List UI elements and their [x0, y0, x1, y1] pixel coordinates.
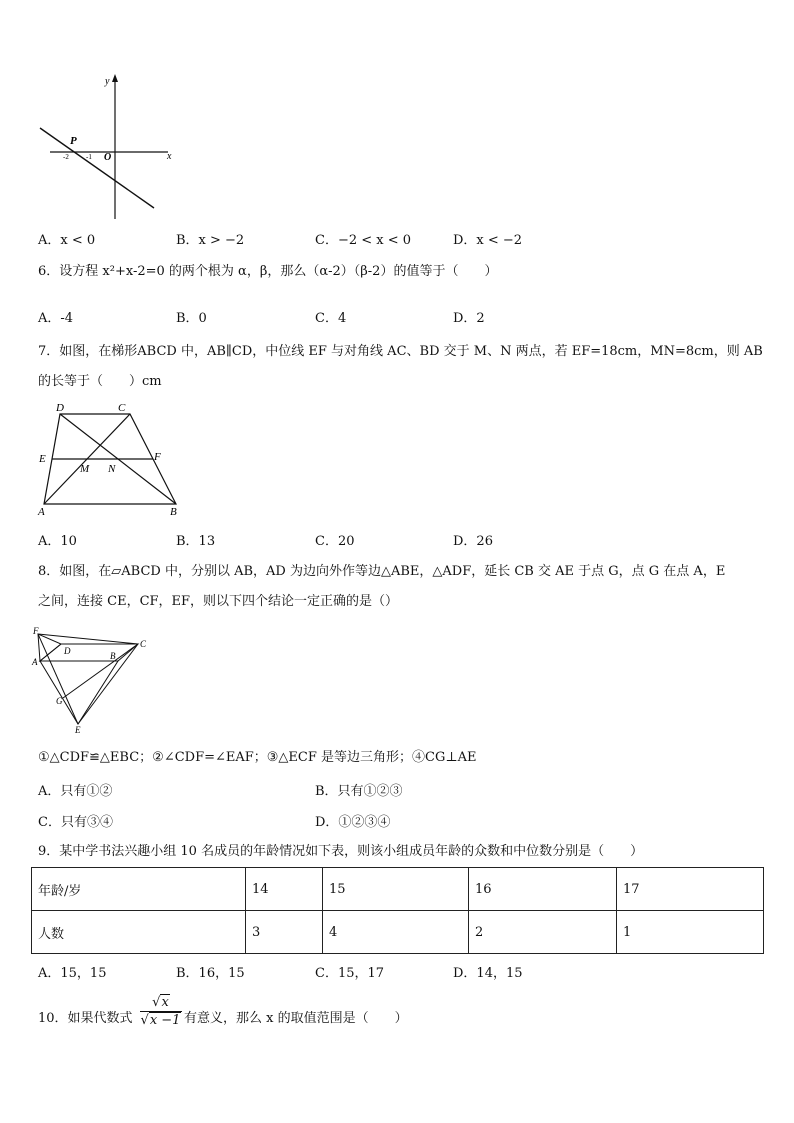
label-b: B: [170, 506, 177, 518]
label-m: M: [80, 463, 90, 475]
q9-option-c: C．15，17: [315, 966, 385, 981]
table-cell: 16: [469, 868, 617, 911]
q7-option-a: A．10: [38, 534, 77, 549]
label-f: F: [154, 451, 161, 463]
q8-option-b: B．只有①②③: [315, 784, 403, 799]
q8-option-d: D．①②③④: [315, 815, 391, 830]
q6-option-c: C．4: [315, 311, 347, 326]
graph-line: [40, 128, 154, 208]
q6-option-b: B．0: [176, 311, 207, 326]
segment-cf: [38, 634, 138, 644]
segment-ef: [38, 634, 78, 724]
label-c: C: [118, 402, 126, 414]
table-cell: 人数: [32, 911, 246, 954]
triangle-abe: [40, 661, 118, 724]
label-b: B: [110, 651, 116, 661]
q8-option-a: A．只有①②: [38, 784, 113, 799]
table-cell: 年龄/岁: [32, 868, 246, 911]
q9-option-a: A．15，15: [38, 966, 107, 981]
q5-option-d: D．x < −2: [453, 233, 523, 248]
point-p-label: P: [70, 135, 77, 147]
age-table: [31, 867, 764, 954]
q5-option-c: C．−2 < x < 0: [315, 233, 412, 248]
q7-stem-line2: 的长等于（ ）cm: [38, 374, 162, 389]
y-axis-arrow-icon: [112, 74, 118, 82]
q9-option-d: D．14，15: [453, 966, 523, 981]
label-n: N: [108, 463, 116, 475]
label-a: A: [38, 506, 45, 518]
q6-option-d: D．2: [453, 311, 485, 326]
q8-parallelogram-figure: [30, 624, 160, 734]
triangle-adf: [38, 634, 61, 661]
table-cell: 3: [246, 911, 323, 954]
fraction-numerator: √x: [140, 995, 182, 1012]
q8-stem-line2: 之间，连接 CE，CF，EF，则以下四个结论一定正确的是（）: [38, 594, 399, 609]
tick-neg2-label: -2: [63, 153, 69, 161]
x-axis-label: x: [167, 151, 172, 162]
q7-option-b: B．13: [176, 534, 216, 549]
tick-neg1-label: -1: [86, 153, 92, 161]
segment-ce: [78, 644, 138, 724]
label-a: A: [32, 657, 38, 667]
q10-stem-suffix: 有意义，那么 x 的取值范围是（ ）: [184, 1011, 408, 1026]
q6-option-a: A．-4: [38, 311, 74, 326]
q5-option-b: B．x > −2: [176, 233, 245, 248]
parallelogram-abcd: [40, 644, 138, 661]
q7-option-c: C．20: [315, 534, 355, 549]
q7-option-d: D．26: [453, 534, 493, 549]
table-row: [32, 911, 764, 954]
table-cell: 17: [617, 868, 764, 911]
table-cell: 1: [617, 911, 764, 954]
table-row: [32, 868, 764, 911]
q10-fraction: [140, 995, 182, 1028]
q9-option-b: B．16，15: [176, 966, 245, 981]
label-e: E: [39, 453, 46, 465]
q8-stem-line1: 8．如图，在▱ABCD 中，分别以 AB，AD 为边向外作等边△ABE，△ADF，延长 CB 交 AE 于点 G，点 G 在点 A，E: [38, 564, 726, 579]
q8-option-c: C．只有③④: [38, 815, 113, 830]
label-e: E: [75, 725, 81, 734]
table-cell: 14: [246, 868, 323, 911]
q9-stem: 9．某中学书法兴趣小组 10 名成员的年龄情况如下表，则该小组成员年龄的众数和中位数分别是（ ）: [38, 844, 644, 859]
label-d: D: [64, 646, 71, 656]
fraction-denominator: √x −1: [140, 1013, 181, 1028]
q5-graph: [36, 72, 181, 222]
label-c: C: [140, 639, 147, 649]
q6-stem: 6．设方程 x²+x-2=0 的两个根为 α，β，那么（α-2）（β-2）的值等于（ ）: [38, 264, 498, 279]
label-g: G: [56, 696, 63, 706]
table-cell: 2: [469, 911, 617, 954]
segment-cg: [63, 644, 138, 698]
label-d: D: [56, 402, 64, 414]
table-cell: 4: [323, 911, 469, 954]
label-f: F: [33, 626, 39, 636]
q8-conclusions: ①△CDF≌△EBC；②∠CDF=∠EAF；③△ECF 是等边三角形；④CG⊥AE: [38, 750, 477, 765]
q5-option-a: A．x < 0: [38, 233, 96, 248]
origin-label: O: [104, 152, 112, 163]
q7-stem-line1: 7．如图，在梯形ABCD 中，AB∥CD，中位线 EF 与对角线 AC、BD 交于 M、N 两点，若 EF=18cm，MN=8cm，则 AB: [38, 344, 763, 359]
table-cell: 15: [323, 868, 469, 911]
q7-trapezoid-figure: [34, 400, 184, 520]
q10-stem-prefix: 10．如果代数式: [38, 1011, 133, 1026]
y-axis-label: y: [105, 76, 110, 87]
